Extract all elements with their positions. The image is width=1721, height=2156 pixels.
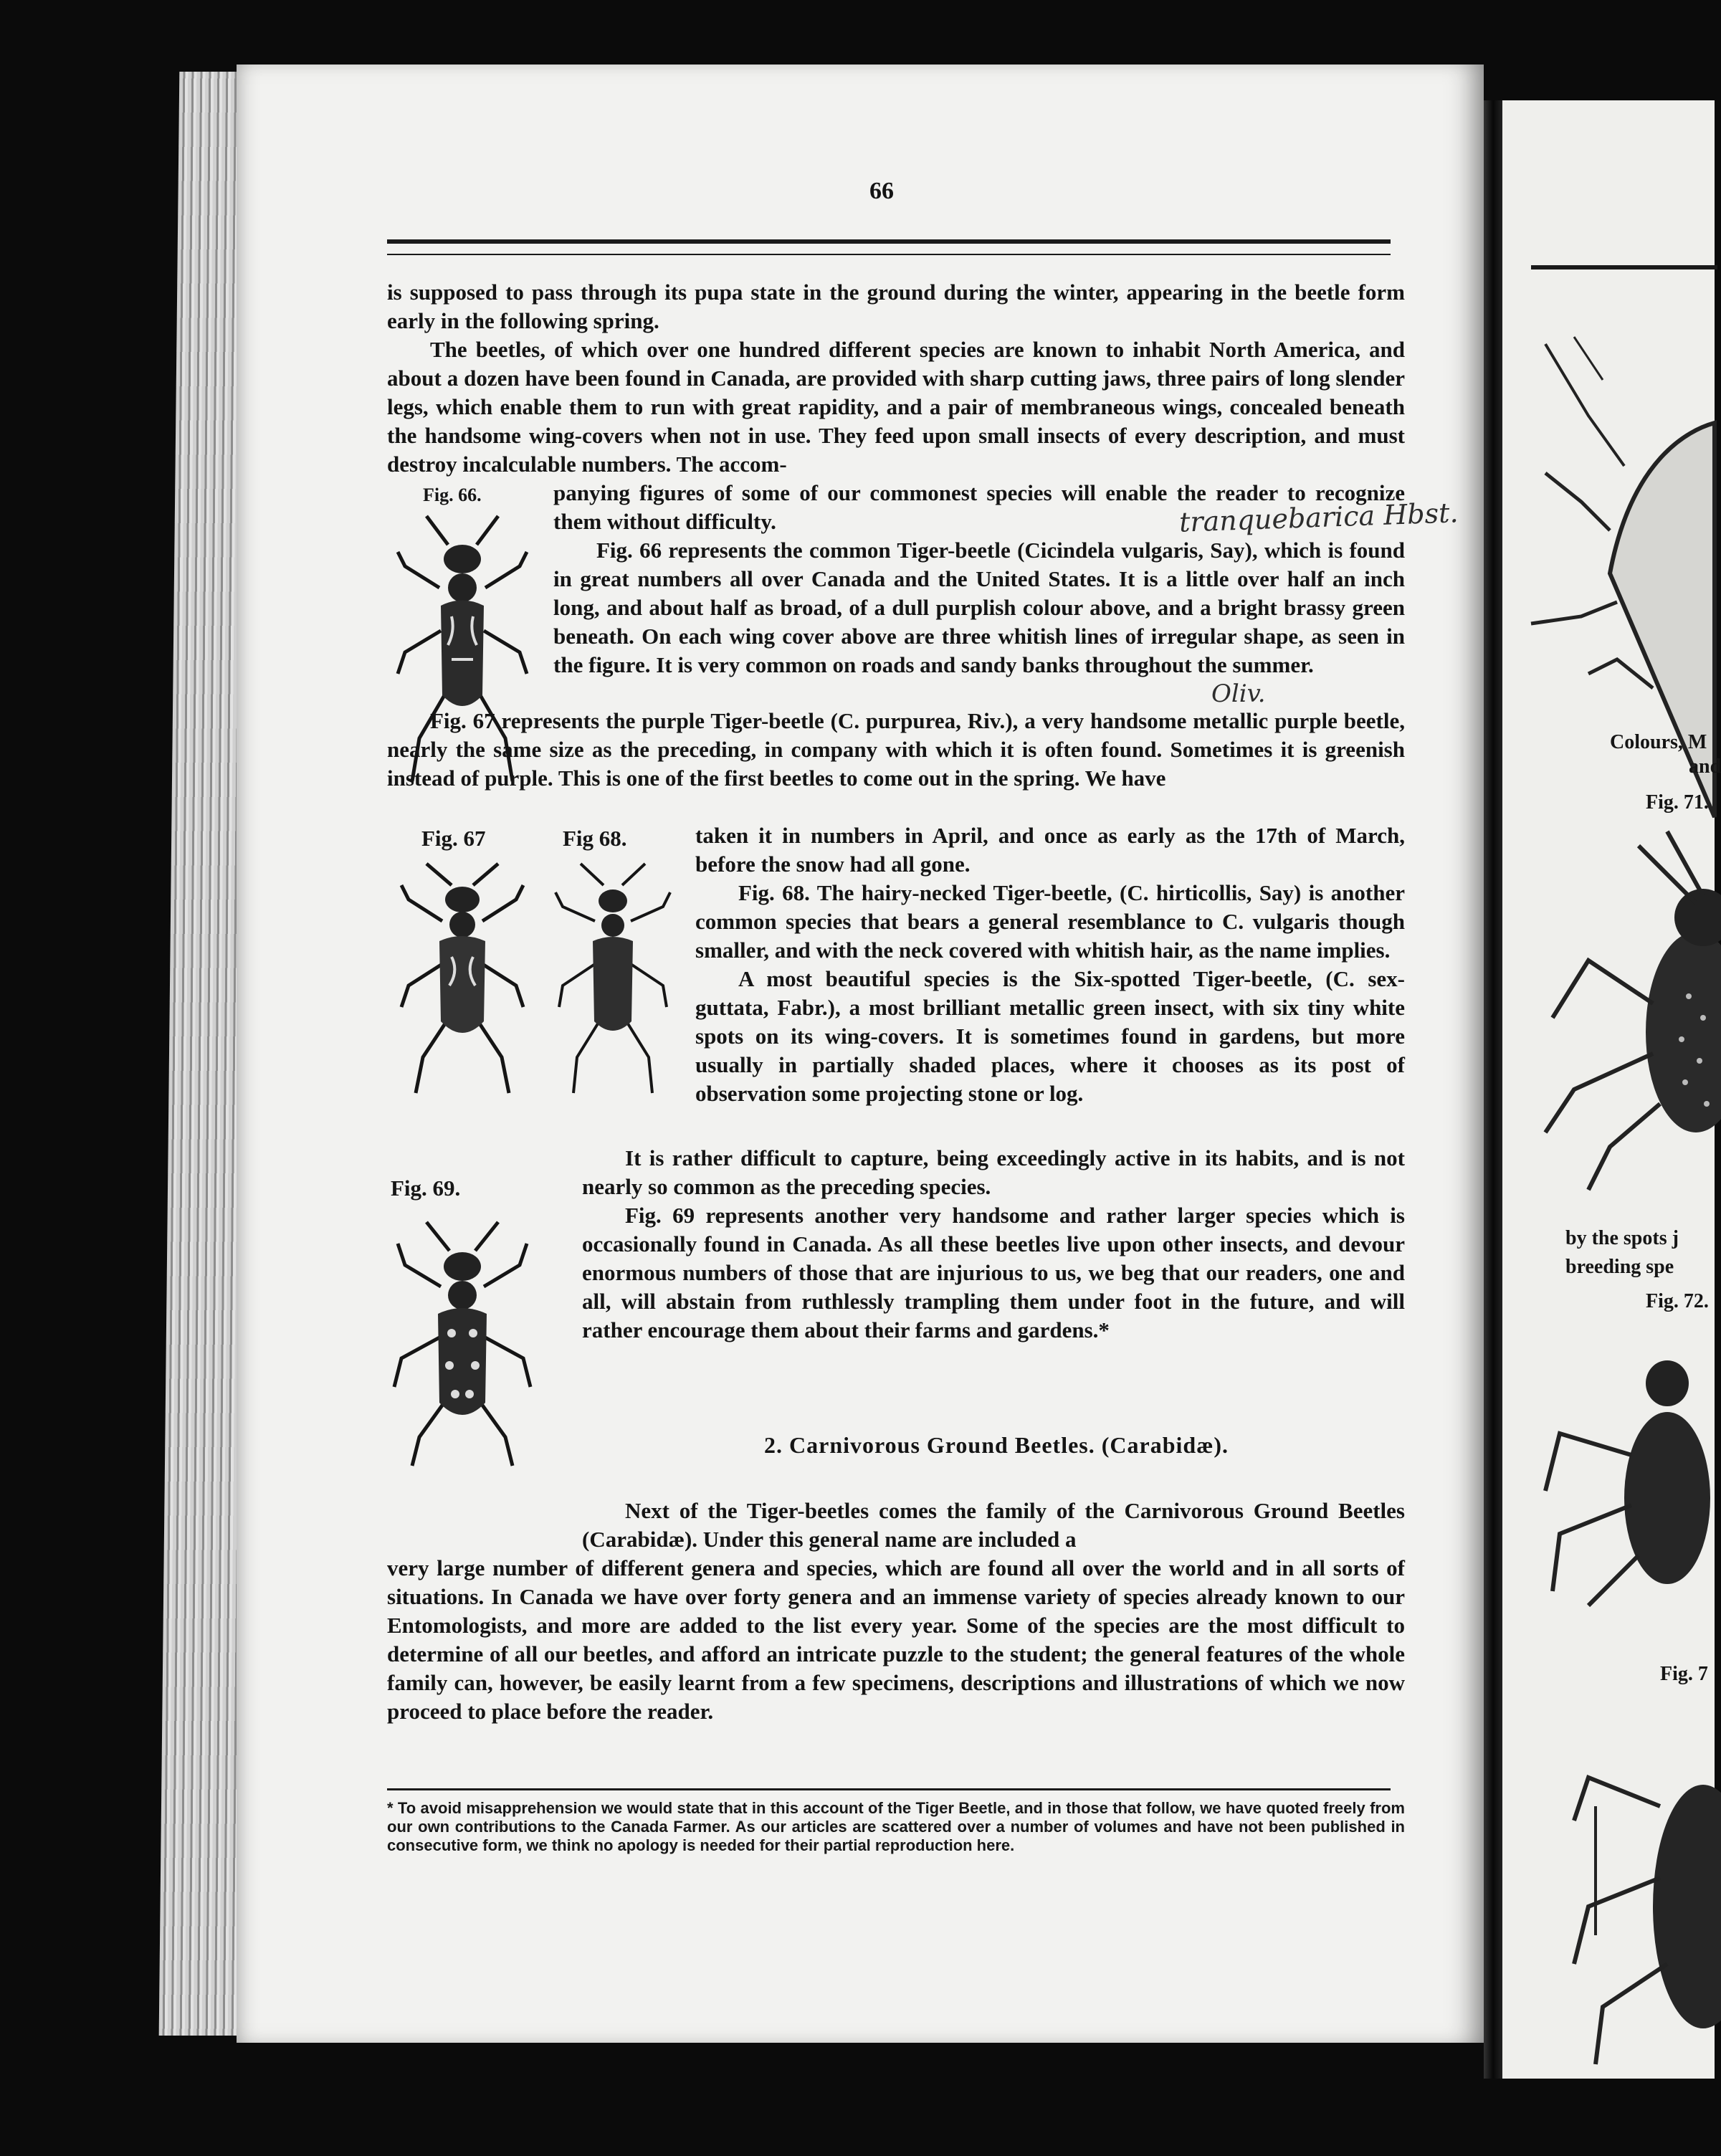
paragraph-1: is supposed to pass through its pupa state in the ground during the winter, appearing in the beetle form early in the following spring.: [387, 280, 1405, 333]
right-page-rule: [1531, 265, 1717, 270]
fig-66-label: Fig. 66.: [423, 485, 482, 505]
paragraph-4: Fig. 67 represents the purple Tiger-beetle (C. purpurea, Riv.), a very handsome metallic purple beetle, nearly the same size as the preceding, in company with which it is often found. Sometimes it is greenish instead of purple. This is one of the first beetles to come out in the spring. We have: [387, 708, 1405, 791]
paragraph-4b: taken it in numbers in April, and once as early as the 17th of March, before the snow had all gone.: [695, 823, 1405, 877]
section-body-block: [387, 1554, 1405, 1726]
right-fig72-label: Fig. 72.: [1646, 1290, 1709, 1312]
right-caption-1b: and: [1689, 755, 1721, 778]
fig67-text-block: [387, 707, 1405, 793]
beetle-fig67-icon: [391, 857, 534, 1100]
footnote-rule: [387, 1788, 1391, 1790]
right-beetle-fig72: [1502, 1319, 1715, 1620]
fig-69-label: Fig. 69.: [391, 1175, 461, 1201]
page-number: 66: [869, 178, 894, 204]
book-gutter: [1484, 100, 1502, 2079]
right-line-1: by the spots j: [1565, 1227, 1679, 1249]
right-page: [1502, 100, 1721, 2079]
opening-paragraphs: [387, 278, 1405, 479]
oliv-annotation: Oliv.: [1211, 679, 1266, 708]
paragraph-6: A most beautiful species is the Six-spotted Tiger-beetle, (C. sex-guttata, Fabr.), a most brilliant metallic green insect, with six tiny white spots on its wing-covers. It is sometimes found in gardens, but more usually in partially shaded places, where it chooses as its post of observation some projecting stone or log.: [695, 966, 1405, 1106]
paragraph-2: The beetles, of which over one hundred different species are known to inhabit North America, and about a dozen have been found in Canada, are provided with sharp cutting jaws, three pairs of long slender legs, which enable them to run with great rapidity, and a pair of membraneous wings, concealed beneath the handsome wing-covers when not in use. They feed upon small insects of every description, and must destroy incalculable numbers. The accom-: [387, 337, 1405, 477]
fig-67-label: Fig. 67: [421, 826, 486, 851]
paragraph-7: It is rather difficult to capture, being exceedingly active in its habits, and is not nearly so common as the preceding species.: [582, 1145, 1405, 1199]
beetle-fig68-icon: [545, 857, 681, 1100]
right-fig7x-label: Fig. 7: [1660, 1663, 1708, 1685]
beetle-fig69-icon: [383, 1215, 541, 1473]
right-beetle-fig73: [1502, 1692, 1715, 2093]
paragraph-3: Fig. 66 represents the common Tiger-beetle (Cicindela vulgaris, Say), which is found in great numbers all over Canada and the United States. It is a little over half an inch long, and about half as broad, of a dull purplish colour above, and a bright brassy green beneath. On each wing cover above are three whitish lines of irregular shape, as seen in the figure. It is very common on roads and sandy banks throughout the summer.: [553, 538, 1405, 677]
header-rule: [387, 239, 1391, 255]
fig68-text-block: [695, 821, 1405, 1108]
paragraph-9b: very large number of different genera and species, which are found all over the world and in all sorts of situations. In Canada we have over forty genera and an immense variety of species already known to our Entomologists, and more are added to the list every year. Some of the species are the most difficult to determine of all our beetles, and afford an intricate puzzle to the student; the general features of the whole family can, however, be easily learnt from a few specimens, descriptions and illustrations of which we now proceed to place before the reader.: [387, 1555, 1405, 1724]
paragraph-8: Fig. 69 represents another very handsome and rather larger species which is occasionally found in Canada. As all these beetles live upon other insects, and devour enormous numbers of those that are injurious to us, we beg that our readers, one and all, will abstain from ruthlessly trampling them under foot in the future, and will rather encourage them about their farms and gardens.*: [582, 1203, 1405, 1342]
paragraph-5: Fig. 68. The hairy-necked Tiger-beetle, (C. hirticollis, Say) is another common species that bears a general resemblance to C. vulgaris though smaller, and with the neck covered with whitish hair, as the name implies.: [695, 880, 1405, 963]
right-beetle-fig71: [1502, 817, 1715, 1161]
fig69-text-block: [582, 1144, 1405, 1345]
margin-annotation: tranquebarica Hbst.: [1178, 497, 1459, 538]
paragraph-2b: panying figures of some of our commonest species will enable the reader to recognize them without difficulty.: [553, 480, 1405, 534]
section-heading: 2. Carnivorous Ground Beetles. (Carabidæ).: [764, 1432, 1229, 1458]
right-line-2: breeding spe: [1565, 1256, 1674, 1278]
right-beetle-fig70: [1502, 315, 1715, 717]
fig-68-label: Fig 68.: [563, 826, 627, 851]
right-caption-1: Colours, M: [1610, 731, 1707, 753]
footnote: * To avoid misapprehension we would state that in this account of the Tiger Beetle, and in those that follow, we have quoted freely from our own contributions to the Canada Farmer. As our articles are scattered over a number of volumes and have not been published in consecutive form, we think no apology is needed for their partial reproduction here.: [387, 1799, 1405, 1854]
paragraph-9: Next of the Tiger-beetles comes the family of the Carnivorous Ground Beetles (Carabidæ). Under this general name are included a: [582, 1498, 1405, 1552]
section-intro-block: [582, 1497, 1405, 1554]
right-fig71-label: Fig. 71.: [1646, 791, 1709, 814]
